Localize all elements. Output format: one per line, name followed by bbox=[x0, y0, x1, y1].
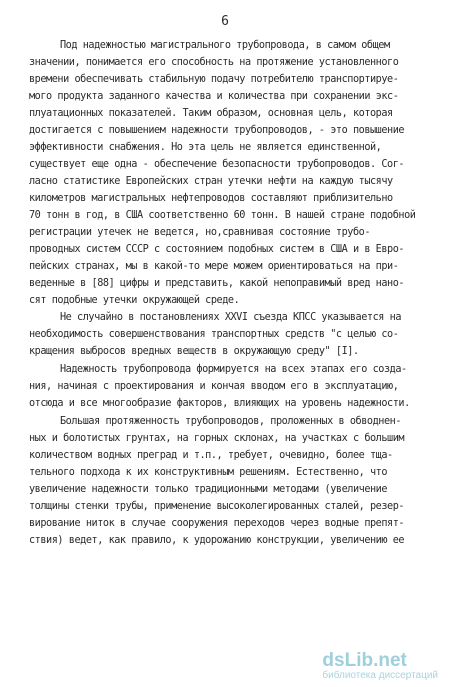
watermark-logo bbox=[322, 650, 438, 672]
text-line: увеличение надежности только традиционными методами (увеличение bbox=[29, 484, 388, 495]
text-line: эффективности снабжения. Но эта цель не является единственной, bbox=[29, 142, 382, 153]
text-line: вирование ниток в случае сооружения переходов через водные препят- bbox=[29, 518, 405, 529]
text-line: ласно статистике Европейских стран утечки нефти на каждую тысячу bbox=[29, 176, 393, 187]
text-line: регистрации утечек не ведется, но,сравнивая состояние трубо- bbox=[29, 227, 371, 238]
text-line: Большая протяженность трубопроводов, проложенных в обводнен- bbox=[60, 416, 402, 427]
text-line: отсюда и все многообразие факторов, влияющих на уровень надежности. bbox=[29, 398, 410, 409]
watermark bbox=[322, 650, 438, 681]
text-line: плуатационных показателей. Таким образом, основная цель, которая bbox=[29, 108, 393, 119]
text-line: Надежность трубопровода формируется на всех этапах его созда- bbox=[60, 364, 407, 375]
text-line: мого продукта заданного качества и количества при сохранении экс- bbox=[29, 91, 399, 102]
text-line: ния, начиная с проектирования и кончая вводом его в эксплуатацию, bbox=[29, 381, 399, 392]
text-line: проводных систем СССР с состоянием подобных систем в США и в Евро- bbox=[29, 244, 405, 255]
text-line: значении, понимается его способность на протяжение установленного bbox=[29, 57, 399, 68]
text-line: кращения выбросов вредных веществ в окружающую среду" [I]. bbox=[29, 346, 359, 357]
text-line: тельного подхода к их конструктивным решениям. Естественно, что bbox=[29, 467, 388, 478]
text-line: толщины стенки трубы, применение высоколегированных сталей, резер- bbox=[29, 501, 405, 512]
watermark-subtitle: библиотека диссертаций bbox=[322, 670, 438, 681]
page-number: 6 bbox=[221, 14, 229, 29]
text-line: достигается с повышением надежности трубопроводов, - это повышение bbox=[29, 125, 405, 136]
text-line: веденные в [88] цифры и представить, какой непоправимый вред нано- bbox=[29, 278, 405, 289]
text-line: ствия) ведет, как правило, к удорожанию конструкции, увеличению ее bbox=[29, 535, 405, 546]
text-line: километров магистральных нефтепроводов составляют приблизительно bbox=[29, 193, 393, 204]
text-line: сят подобные утечки окружающей среде. bbox=[29, 295, 240, 306]
text-line: необходимость совершенствования транспортных средств "с целью со- bbox=[29, 329, 399, 340]
text-line: ных и болотистых грунтах, на горных склонах, на участках с большим bbox=[29, 433, 405, 444]
watermark-brand: dsLib.net bbox=[322, 650, 407, 671]
text-line: Не случайно в постановлениях XXVI съезда КПСС указывается на bbox=[60, 312, 402, 323]
text-line: Под надежностью магистрального трубопровода, в самом общем bbox=[60, 40, 390, 51]
text-line: пейских странах, мы в какой-то мере можем ориентироваться на при- bbox=[29, 261, 399, 272]
text-line: количеством водных преград и т.п., требует, очевидно, более тща- bbox=[29, 450, 393, 461]
text-line: 70 тонн в год, в США соответственно 60 тонн. В нашей стране подобной bbox=[29, 210, 416, 221]
text-line: времени обеспечивать стабильную подачу потребителю транспортируе- bbox=[29, 74, 399, 85]
text-line: существует еще одна - обеспечение безопасности трубопроводов. Сог- bbox=[29, 159, 405, 170]
